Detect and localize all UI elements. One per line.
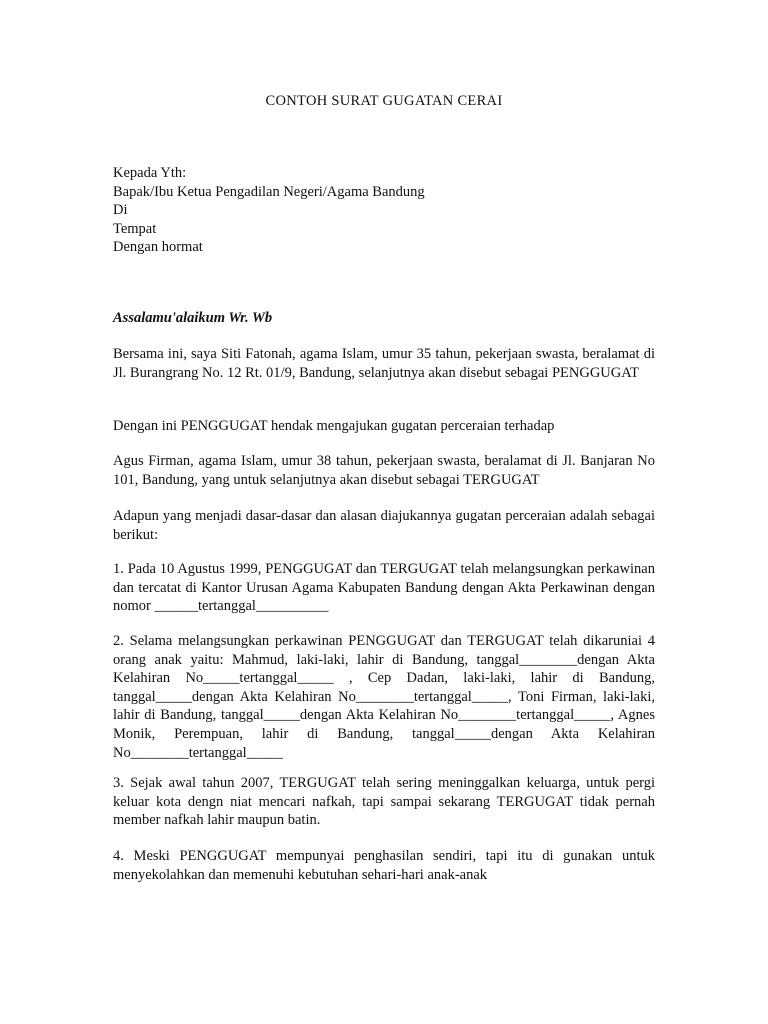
- address-line: Bapak/Ibu Ketua Pengadilan Negeri/Agama Bandung: [113, 183, 425, 200]
- paragraph-point-4: 4. Meski PENGGUGAT mempunyai penghasilan sendiri, tapi itu di gunakan untuk menyekolahkan dan memenuhi kebutuhan sehari-hari anak-anak: [113, 848, 655, 883]
- document-title: CONTOH SURAT GUGATAN CERAI: [265, 93, 503, 109]
- paragraph-intent: Dengan ini PENGGUGAT hendak mengajukan gugatan perceraian terhadap: [113, 418, 555, 434]
- address-line: Tempat: [113, 220, 157, 237]
- address-line: Di: [113, 202, 128, 219]
- paragraph-defendant: Agus Firman, agama Islam, umur 38 tahun, pekerjaan swasta, beralamat di Jl. Banjaran No 101, Bandung, yang untuk selanjutnya akan disebut sebagai TERGUGAT: [113, 453, 655, 488]
- paragraph-plaintiff: Bersama ini, saya Siti Fatonah, agama Islam, umur 35 tahun, pekerjaan swasta, beralamat di Jl. Burangrang No. 12 Rt. 01/9, Bandung, selanjutnya akan disebut sebagai PENGGUGAT: [113, 346, 655, 381]
- paragraph-point-1: 1. Pada 10 Agustus 1999, PENGGUGAT dan TERGUGAT telah melangsungkan perkawinan dan tercatat di Kantor Urusan Agama Kabupaten Bandung dengan Akta Perkawinan dengan nomor ______tertanggal__________: [113, 561, 655, 615]
- paragraph-grounds-intro: Adapun yang menjadi dasar-dasar dan alasan diajukannya gugatan perceraian adalah sebagai berikut:: [113, 508, 655, 543]
- greeting: Assalamu'alaikum Wr. Wb: [113, 310, 273, 326]
- paragraph-point-3: 3. Sejak awal tahun 2007, TERGUGAT telah sering meninggalkan keluarga, untuk pergi keluar kota dengn niat mencari nafkah, tapi sampai sekarang TERGUGAT tidak pernah member nafkah lahir maupun batin.: [113, 775, 655, 829]
- paragraph-point-2: 2. Selama melangsungkan perkawinan PENGGUGAT dan TERGUGAT telah dikaruniai 4 orang anak yaitu: Mahmud, laki-laki, lahir di Bandung, tanggal________dengan Akta Kelahiran No_____tertanggal_____ , Cep Dadan, laki-laki, lahir di Bandung, tanggal_____dengan Akta Kelahiran No________tertanggal_____, Toni Firman, laki-laki, lahir di Bandung, tanggal_____dengan Akta Kelahiran No________tertanggal_____, Agnes Monik, Perempuan, lahir di Bandung, tanggal_____dengan Akta Kelahiran No________tertanggal_____: [113, 633, 655, 761]
- address-line: Kepada Yth:: [113, 165, 187, 181]
- recipient-address: [113, 164, 655, 257]
- address-line: Dengan hormat: [113, 239, 203, 256]
